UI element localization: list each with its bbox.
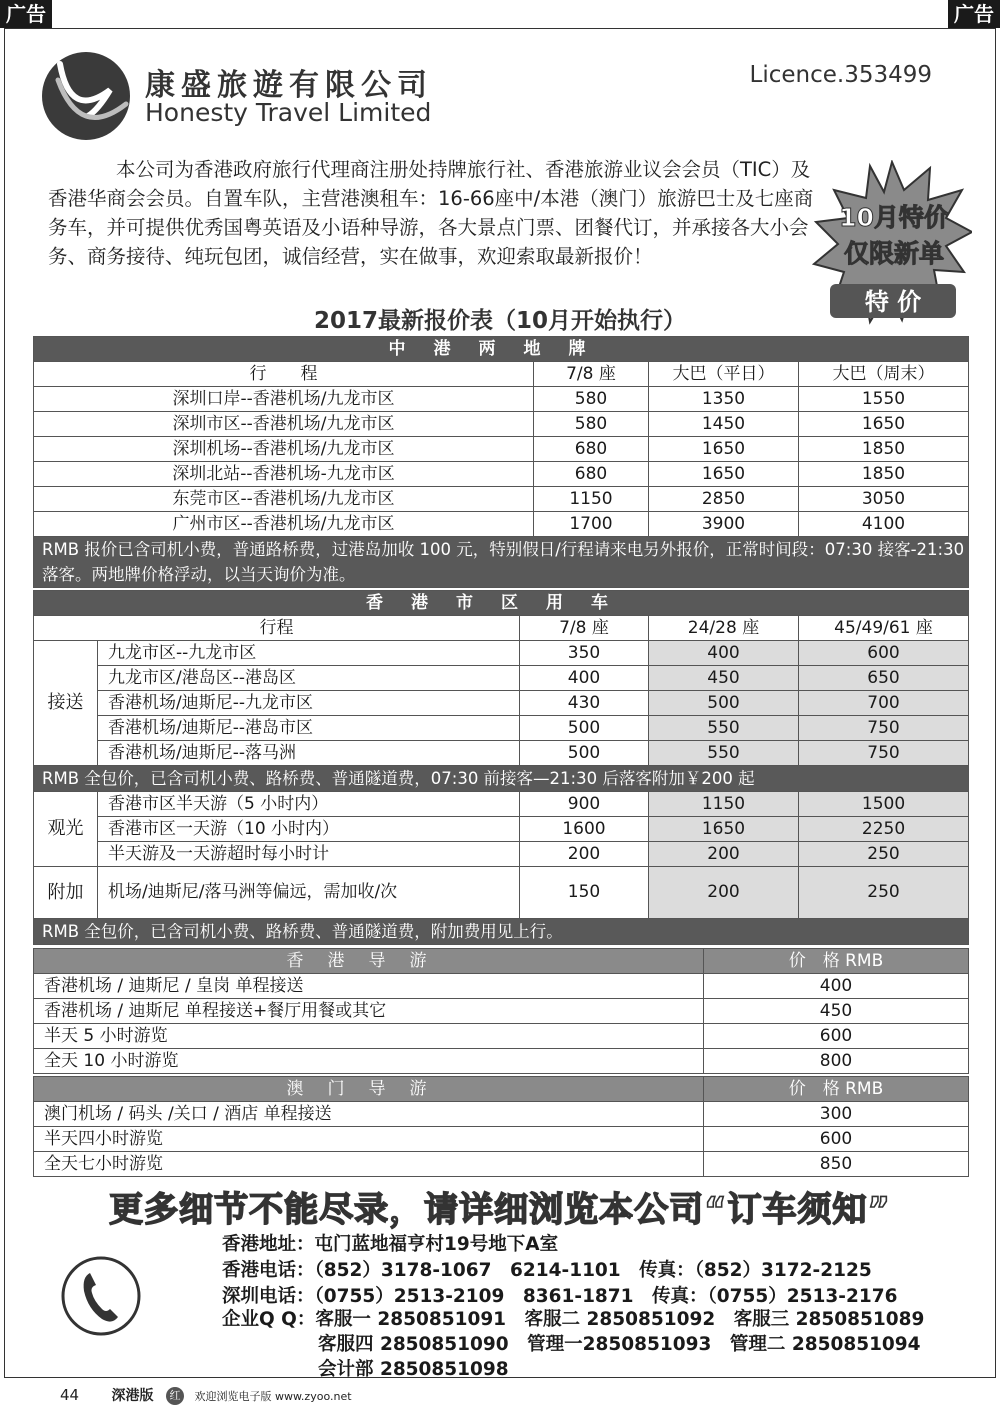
price-cell: 1700 [534, 512, 649, 537]
item-cell: 香港机场 / 迪斯尼 / 皇岗 单程接送 [34, 974, 704, 999]
promo-line-1: 10月特价 [839, 203, 949, 232]
licence-number: Licence.353499 [749, 62, 932, 88]
price-cell: 400 [649, 641, 799, 666]
price-cell: 4100 [799, 512, 969, 537]
table-row [34, 1152, 969, 1177]
price-cell: 400 [704, 974, 969, 999]
price-table-title: 2017最新报价表（10月开始执行） [313, 308, 687, 334]
col-route: 行 程 [34, 362, 534, 387]
contact-address: 香港地址：屯门蓝地福亨村19号地下A室 [222, 1234, 559, 1255]
col-bus-weekend: 大巴（周末） [799, 362, 969, 387]
price-cell: 800 [704, 1049, 969, 1074]
price-cell: 680 [534, 462, 649, 487]
price-cell: 200 [649, 842, 799, 867]
macau-guide-header: 澳门导游 [34, 1077, 704, 1102]
contact-qq-2: 客服四 2850851090 管理一2850851093 管理二 2850851094 [318, 1334, 921, 1355]
price-cell: 200 [649, 867, 799, 919]
price-cell: 150 [520, 867, 649, 919]
edition-badge-icon: 红 [166, 1387, 184, 1405]
price-cell: 900 [520, 792, 649, 817]
route-cell: 香港机场/迪斯尼--港岛市区 [98, 716, 520, 741]
contact-sz-phone: 深圳电话：（0755）2513-2109 8361-1871 传真：（0755）2513-2176 [222, 1286, 898, 1307]
hk-guide-header: 香港导游 [34, 949, 704, 974]
price-cell: 1150 [649, 792, 799, 817]
price-cell: 1850 [799, 437, 969, 462]
table-row [34, 867, 969, 919]
item-cell: 澳门机场 / 码头 /关口 / 酒店 单程接送 [34, 1102, 704, 1127]
item-cell: 半天四小时游览 [34, 1127, 704, 1152]
table-row [34, 1024, 969, 1049]
table-row [34, 412, 969, 437]
route-cell: 香港市区一天游（10 小时内） [98, 817, 520, 842]
table-row [34, 842, 969, 867]
hk-guide-price-header: 价 格 RMB [704, 949, 969, 974]
table-row [34, 792, 969, 817]
route-cell: 香港市区半天游（5 小时内） [98, 792, 520, 817]
hk-guide-table [33, 948, 969, 1074]
route-cell: 半天游及一天游超时每小时计 [98, 842, 520, 867]
page-footer [60, 1385, 352, 1405]
price-cell: 1150 [534, 487, 649, 512]
price-cell: 750 [799, 741, 969, 766]
table-row [34, 437, 969, 462]
promo-line-2: 仅限新单 [843, 239, 945, 268]
phone-icon [60, 1255, 142, 1337]
col-bus-weekday: 大巴（平日） [649, 362, 799, 387]
price-cell: 550 [649, 716, 799, 741]
route-cell: 机场/迪斯尼/落马洲等偏远，需加收/次 [98, 867, 520, 919]
cross-border-note: RMB 报价已含司机小费，普通路桥费，过港岛加收 100 元，特别假日/行程请来电另外报价，正常时间段：07:30 接客-21:30 落客。两地牌价格浮动，以当天询价为准。 [34, 537, 969, 588]
route-cell: 深圳北站--香港机场-九龙市区 [34, 462, 534, 487]
price-cell: 600 [704, 1024, 969, 1049]
route-cell: 东莞市区--香港机场/九龙市区 [34, 487, 534, 512]
price-cell: 500 [520, 741, 649, 766]
ad-label-right: 广告 [948, 0, 1000, 28]
route-cell: 香港机场/迪斯尼--落马洲 [98, 741, 520, 766]
price-cell: 350 [520, 641, 649, 666]
footer-website: 欢迎浏览电子版 www.zyoo.net [194, 1390, 352, 1403]
contact-qq-3: 会计部 2850851098 [318, 1359, 509, 1380]
price-cell: 250 [799, 842, 969, 867]
price-cell: 500 [520, 716, 649, 741]
macau-guide-price-header: 价 格 RMB [704, 1077, 969, 1102]
route-cell: 深圳口岸--香港机场/九龙市区 [34, 387, 534, 412]
contact-qq-1: 企业Q Q：客服一 2850851091 客服二 2850851092 客服三 2850851089 [222, 1309, 925, 1330]
route-cell: 九龙市区/港岛区--港岛区 [98, 666, 520, 691]
col-7-8-seat: 7/8 座 [534, 362, 649, 387]
price-cell: 550 [649, 741, 799, 766]
promo-line-3: 特 价 [864, 288, 922, 316]
company-name-en: Honesty Travel Limited [145, 98, 432, 127]
col-route: 行程 [34, 616, 520, 641]
company-logo-icon [40, 50, 132, 142]
table-row [34, 691, 969, 716]
hk-city-note-2: RMB 全包价，已含司机小费、路桥费、普通隧道费，附加费用见上行。 [34, 919, 969, 945]
cross-border-table [33, 336, 969, 588]
item-cell: 半天 5 小时游览 [34, 1024, 704, 1049]
table-row [34, 999, 969, 1024]
macau-guide-table [33, 1076, 969, 1177]
price-cell: 580 [534, 412, 649, 437]
price-cell: 680 [534, 437, 649, 462]
page-number: 44 [60, 1386, 80, 1404]
price-cell: 1650 [649, 437, 799, 462]
route-cell: 广州市区--香港机场/九龙市区 [34, 512, 534, 537]
price-cell: 3900 [649, 512, 799, 537]
price-cell: 1450 [649, 412, 799, 437]
price-cell: 200 [520, 842, 649, 867]
col-45-49-61-seat: 45/49/61 座 [799, 616, 969, 641]
table-row [34, 1049, 969, 1074]
company-intro: 本公司为香港政府旅行代理商注册处持牌旅行社、香港旅游业议会会员（TIC）及香港华商会会员。自置车队，主营港澳租车：16-66座中/本港（澳门）旅游巴士及七座商务车，并可提供优秀国粤英语及小语种导游，各大景点门票、团餐代订，并承接各大小会务、商务接待、纯玩包团，诚信经营，实在做事，欢迎索取最新报价！ [48, 158, 814, 268]
cross-border-header: 中港两地牌 [34, 337, 969, 362]
price-cell: 500 [649, 691, 799, 716]
price-cell: 1850 [799, 462, 969, 487]
table-row [34, 387, 969, 412]
price-cell: 2250 [799, 817, 969, 842]
price-cell: 1650 [649, 817, 799, 842]
price-cell: 1350 [649, 387, 799, 412]
hk-city-header: 香港市区用车 [34, 591, 969, 616]
hk-city-note-1: RMB 全包价，已含司机小费、路桥费、普通隧道费，07:30 前接客—21:30 后落客附加￥200 起 [34, 766, 969, 792]
col-24-28-seat: 24/28 座 [649, 616, 799, 641]
price-cell: 1500 [799, 792, 969, 817]
slogan: 更多细节不能尽录，请详细浏览本公司“订车须知” [109, 1190, 891, 1230]
table-row [34, 462, 969, 487]
price-cell: 450 [649, 666, 799, 691]
price-cell: 2850 [649, 487, 799, 512]
col-7-8-seat: 7/8 座 [520, 616, 649, 641]
price-cell: 3050 [799, 487, 969, 512]
item-cell: 香港机场 / 迪斯尼 单程接送+餐厅用餐或其它 [34, 999, 704, 1024]
route-cell: 香港机场/迪斯尼--九龙市区 [98, 691, 520, 716]
price-cell: 430 [520, 691, 649, 716]
price-cell: 850 [704, 1152, 969, 1177]
price-cell: 600 [799, 641, 969, 666]
price-cell: 600 [704, 1127, 969, 1152]
route-cell: 深圳机场--香港机场/九龙市区 [34, 437, 534, 462]
price-cell: 1650 [799, 412, 969, 437]
route-cell: 深圳市区--香港机场/九龙市区 [34, 412, 534, 437]
price-cell: 1600 [520, 817, 649, 842]
ad-label-left: 广告 [0, 0, 52, 28]
table-row [34, 974, 969, 999]
item-cell: 全天七小时游览 [34, 1152, 704, 1177]
transfer-label: 接送 [34, 641, 98, 766]
price-cell: 650 [799, 666, 969, 691]
company-name-cn: 康盛旅遊有限公司 [145, 68, 433, 103]
sightseeing-label: 观光 [34, 792, 98, 867]
price-cell: 700 [799, 691, 969, 716]
route-cell: 九龙市区--九龙市区 [98, 641, 520, 666]
contact-hk-phone: 香港电话：（852）3178-1067 6214-1101 传真：（852）3172-2125 [222, 1260, 872, 1281]
surcharge-label: 附加 [34, 867, 98, 919]
price-cell: 580 [534, 387, 649, 412]
table-row [34, 512, 969, 537]
table-row [34, 1127, 969, 1152]
hk-city-table [33, 590, 969, 945]
table-row [34, 487, 969, 512]
price-cell: 450 [704, 999, 969, 1024]
edition-label: 深港版 [111, 1388, 154, 1404]
price-cell: 400 [520, 666, 649, 691]
item-cell: 全天 10 小时游览 [34, 1049, 704, 1074]
table-row [34, 716, 969, 741]
price-cell: 1650 [649, 462, 799, 487]
table-row [34, 666, 969, 691]
price-cell: 300 [704, 1102, 969, 1127]
table-row [34, 1102, 969, 1127]
price-cell: 250 [799, 867, 969, 919]
table-row [34, 817, 969, 842]
price-cell: 750 [799, 716, 969, 741]
table-row [34, 741, 969, 766]
price-cell: 1550 [799, 387, 969, 412]
table-row [34, 641, 969, 666]
